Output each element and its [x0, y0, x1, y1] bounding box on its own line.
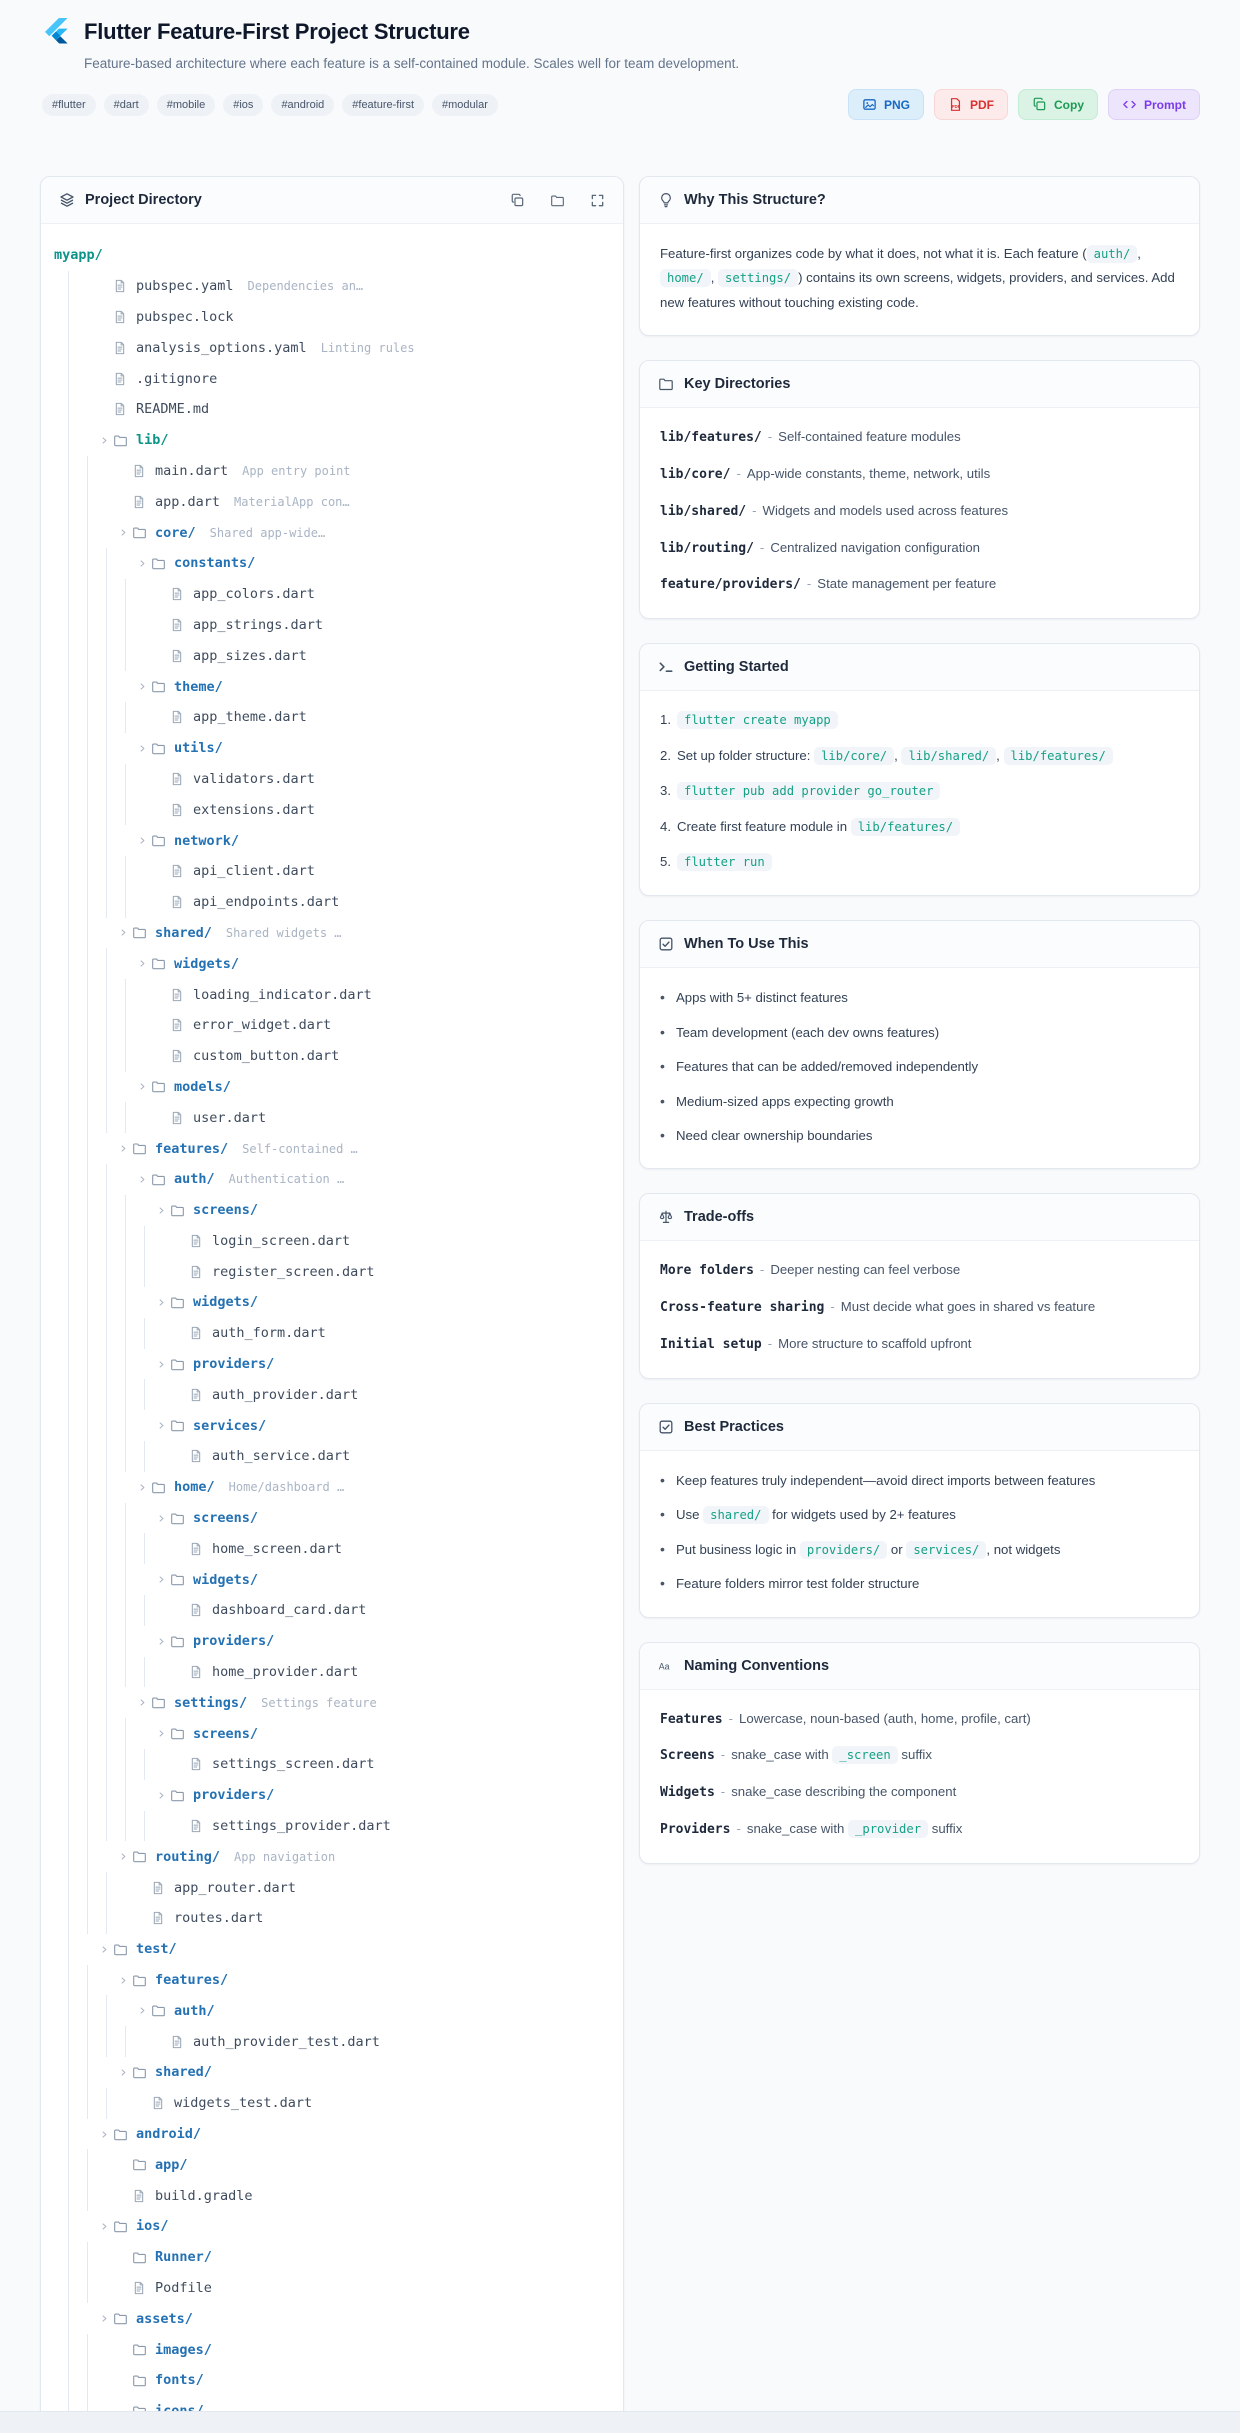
chevron-right-icon [138, 836, 151, 845]
pdf-button[interactable]: PDF PDF [934, 89, 1008, 120]
page-title: Flutter Feature-First Project Structure [84, 19, 470, 44]
folder-icon [170, 1572, 186, 1587]
folder-icon [132, 925, 148, 940]
tree-row-folder[interactable]: auth/ [138, 1995, 607, 2026]
tag: #feature-first [342, 94, 424, 116]
tree-row-file: auth_form.dart [176, 1318, 607, 1349]
panel-naming-conventions-body [640, 1690, 1199, 1863]
tree-row-file: app.dart MaterialApp con… [119, 486, 607, 517]
panel-title: Why This Structure? [684, 192, 826, 208]
panel-title: Naming Conventions [684, 1657, 830, 1674]
panel-trade-offs-body [640, 1241, 1199, 1377]
code-chip: _screen [832, 1746, 897, 1764]
folder-icon [151, 2003, 167, 2018]
chevron-right-icon [119, 1852, 132, 1861]
chevron-right-icon [119, 1144, 132, 1153]
panel-getting-started [639, 643, 1200, 896]
tree-row-folder[interactable]: settings/ Settings feature [138, 1687, 607, 1718]
tag: #modular [432, 94, 498, 116]
tree-row-folder[interactable]: widgets/ [157, 1564, 607, 1595]
panel-when-to-use-header [640, 921, 1199, 968]
definition-row: Screens - snake_case with _screen suffix [660, 1747, 932, 1764]
tree-row-file: extensions.dart [157, 794, 607, 825]
folder-icon [151, 1079, 167, 1094]
panel-trade-offs [639, 1193, 1200, 1378]
layers-icon [59, 192, 75, 208]
tree-row-file: app_theme.dart [157, 702, 607, 733]
tree-comment: Home/dashboard … [228, 1480, 345, 1495]
chevron-right-icon [100, 436, 113, 445]
file-icon [132, 2281, 148, 2295]
folder-icon [151, 679, 167, 694]
panel-when-to-use-body [640, 968, 1199, 1168]
chevron-right-icon [157, 1514, 170, 1523]
definition-row: Cross-feature sharing - Must decide what goes in shared vs feature [660, 1299, 1096, 1316]
tree-row-file: Podfile [119, 2273, 607, 2304]
code-chip: home/ [660, 269, 711, 287]
panel-best-practices [639, 1403, 1200, 1618]
chevron-right-icon [100, 1945, 113, 1954]
panel-title: Getting Started [684, 659, 789, 676]
tree-row-folder[interactable]: routing/ App navigation [119, 1841, 607, 1872]
panel-key-directories-body [640, 408, 1199, 618]
file-icon [189, 1326, 205, 1340]
chevron-right-icon [100, 2314, 113, 2323]
file-icon [189, 1542, 205, 1556]
chevron-right-icon [119, 528, 132, 537]
chevron-right-icon [119, 2068, 132, 2077]
tag: #dart [104, 94, 149, 116]
tree-row-file: widgets_test.dart [138, 2088, 607, 2119]
code-chip: flutter run [677, 853, 772, 871]
tree-row-folder[interactable]: utils/ [138, 733, 607, 764]
file-icon [113, 372, 129, 386]
tag: #flutter [42, 94, 96, 116]
tree-row-folder[interactable]: widgets/ [157, 1287, 607, 1318]
code-chip: lib/features/ [851, 818, 960, 836]
folder-icon [658, 376, 674, 392]
tree-row-file: routes.dart [138, 1903, 607, 1934]
tree-row-file: api_client.dart [157, 856, 607, 887]
tag-list [42, 94, 498, 116]
file-icon [189, 1665, 205, 1679]
tree-row-file: settings_screen.dart [176, 1749, 607, 1780]
tree-comment: Settings feature [261, 1695, 377, 1710]
panel-why-this-structure-header [640, 177, 1199, 224]
folder-icon [113, 2127, 129, 2142]
file-icon [170, 864, 186, 878]
file-icon [170, 2035, 186, 2049]
chevron-right-icon [157, 1298, 170, 1307]
step-row: 5. flutter run [660, 851, 1179, 873]
tree-row-file: README.md [100, 394, 607, 425]
folder-icon [170, 1511, 186, 1526]
file-icon [132, 464, 148, 478]
svg-text:PDF: PDF [951, 104, 961, 110]
file-icon [170, 710, 186, 724]
panel-title: When To Use This [684, 936, 809, 953]
file-icon [151, 2096, 167, 2110]
panel-getting-started-header [640, 644, 1199, 691]
tree-row-file: auth_provider_test.dart [157, 2026, 607, 2057]
step-row: 2. Set up folder structure: lib/core/ , lib/shared/ , lib/features/ [660, 745, 1179, 767]
tree-row-folder[interactable]: widgets/ [138, 948, 607, 979]
tree-row-folder[interactable]: screens/ [157, 1195, 607, 1226]
tree-row-file: app_router.dart [138, 1872, 607, 1903]
folder-icon [151, 556, 167, 571]
file-icon [189, 1757, 205, 1771]
tree-comment: Dependencies an… [247, 279, 364, 294]
project-directory-title: Project Directory [85, 192, 202, 208]
bullet-row: • Keep features truly independent—avoid direct imports between features [660, 1471, 1096, 1488]
panel-title: Trade-offs [684, 1209, 755, 1226]
project-directory-panel [40, 176, 624, 2433]
code-chip: lib/features/ [1004, 747, 1113, 765]
folder-icon [132, 2250, 148, 2265]
tree-row-folder[interactable]: providers/ [157, 1349, 607, 1380]
definition-row: More folders - Deeper nesting can feel verbose [660, 1262, 961, 1279]
file-icon [170, 1049, 186, 1063]
tree-row-file: auth_service.dart [176, 1441, 607, 1472]
tree-row-file: register_screen.dart [176, 1256, 607, 1287]
tree-row-folder[interactable]: app/ [119, 2149, 607, 2180]
panel-best-practices-body [640, 1451, 1199, 1617]
tree-row-folder[interactable]: shared/ Shared widgets … [119, 918, 607, 949]
tree-row-folder[interactable]: core/ Shared app-wide… [119, 517, 607, 548]
tree-row-folder[interactable]: auth/ Authentication … [138, 1164, 607, 1195]
export-actions [848, 89, 1200, 120]
tree-row-folder[interactable]: constants/ [138, 548, 607, 579]
tree-row-folder[interactable]: screens/ [157, 1503, 607, 1534]
tree-row-file: pubspec.lock [100, 302, 607, 333]
flutter-logo-icon [40, 16, 72, 48]
panel-when-to-use [639, 920, 1200, 1169]
bullet-row: • Medium-sized apps expecting growth [660, 1092, 894, 1109]
chevron-right-icon [138, 1698, 151, 1707]
tree-row-file: user.dart [157, 1102, 607, 1133]
folder-icon [113, 1942, 129, 1957]
file-icon [189, 1388, 205, 1402]
step-row: 3. flutter pub add provider go_router [660, 780, 1179, 802]
bullet-row: • Features that can be added/removed independently [660, 1058, 979, 1075]
chevron-right-icon [100, 2222, 113, 2231]
panel-why-this-structure-body [640, 224, 1199, 335]
tree-row-folder[interactable]: assets/ [100, 2303, 607, 2334]
chevron-right-icon [138, 744, 151, 753]
folder-icon [170, 1203, 186, 1218]
tree-row-file: api_endpoints.dart [157, 887, 607, 918]
terminal-icon [658, 659, 674, 675]
folder-icon [170, 1418, 186, 1433]
folder-icon [113, 433, 129, 448]
tree-row-folder[interactable]: screens/ [157, 1718, 607, 1749]
chevron-right-icon [119, 928, 132, 937]
file-icon [113, 310, 129, 324]
tree-toolbar [510, 193, 605, 208]
folder-icon [170, 1295, 186, 1310]
tree-row-folder[interactable]: android/ [100, 2119, 607, 2150]
folder-icon [151, 1480, 167, 1495]
png-button[interactable]: PNG [848, 89, 924, 120]
step-row: 1. flutter create myapp [660, 709, 1179, 731]
tree-row-root: myapp/ [54, 247, 103, 264]
tree-row-folder[interactable]: theme/ [138, 671, 607, 702]
code-chip: lib/core/ [814, 747, 894, 765]
tag: #ios [223, 94, 263, 116]
tree-row-file: app_colors.dart [157, 579, 607, 610]
chevron-right-icon [119, 1976, 132, 1985]
code-chip: flutter create myapp [677, 711, 838, 729]
chevron-right-icon [157, 1729, 170, 1738]
file-icon [151, 1881, 167, 1895]
tree-row-file: analysis_options.yaml Linting rules [100, 332, 607, 363]
folder-icon [151, 1695, 167, 1710]
folder-icon [132, 1973, 148, 1988]
panel-best-practices-header [640, 1404, 1199, 1451]
tree-row-file: custom_button.dart [157, 1041, 607, 1072]
tree-comment: App navigation [234, 1849, 336, 1864]
footer-band [0, 2411, 1240, 2433]
file-icon [170, 895, 186, 909]
definition-row: lib/shared/ - Widgets and models used across features [660, 502, 1009, 519]
folder-icon [132, 2157, 148, 2172]
folder-icon [151, 741, 167, 756]
copy-tree-button[interactable] [510, 193, 525, 208]
svg-text:Aa: Aa [658, 1661, 670, 1672]
tree-row-folder[interactable]: network/ [138, 825, 607, 856]
file-icon [170, 803, 186, 817]
tree-row-folder[interactable]: providers/ [157, 1780, 607, 1811]
file-icon [189, 1234, 205, 1248]
lightbulb-icon [658, 192, 674, 208]
file-icon [113, 341, 129, 355]
tree-row-file: app_strings.dart [157, 610, 607, 641]
tree-comment: Shared app-wide… [209, 525, 326, 540]
panel-getting-started-body [640, 691, 1199, 895]
tree-row-folder[interactable]: home/ Home/dashboard … [138, 1472, 607, 1503]
file-icon [113, 279, 129, 293]
file-icon [170, 1018, 186, 1032]
file-icon [170, 988, 186, 1002]
panel-trade-offs-header [640, 1194, 1199, 1241]
file-icon [132, 2189, 148, 2203]
definition-row: Features - Lowercase, noun-based (auth, home, profile, cart) [660, 1710, 1031, 1727]
tag: #mobile [157, 94, 216, 116]
chevron-right-icon [138, 959, 151, 968]
tree-row-folder[interactable]: test/ [100, 1934, 607, 1965]
text-case-icon [658, 1658, 674, 1674]
bullet-row: • Feature folders mirror test folder structure [660, 1575, 920, 1592]
tree-comment: Shared widgets … [225, 925, 342, 940]
chevron-right-icon [157, 1206, 170, 1215]
chevron-right-icon [138, 1175, 151, 1184]
folder-icon [170, 1634, 186, 1649]
tree-row-file: main.dart App entry point [119, 456, 607, 487]
folder-icon [132, 2065, 148, 2080]
bullet-row: • Apps with 5+ distinct features [660, 989, 848, 1006]
chevron-right-icon [157, 1360, 170, 1369]
tree-row-file: settings_provider.dart [176, 1811, 607, 1842]
tree-row-folder[interactable]: images/ [119, 2334, 607, 2365]
folder-icon [170, 1726, 186, 1741]
definition-row: Initial setup - More structure to scaffold upfront [660, 1335, 972, 1352]
tree-row-file: home_provider.dart [176, 1657, 607, 1688]
definition-row: lib/core/ - App-wide constants, theme, network, utils [660, 466, 991, 483]
folder-icon [113, 2219, 129, 2234]
bullet-row: • Put business logic in providers/ or services/ , not widgets [660, 1540, 1061, 1557]
folder-icon [132, 2342, 148, 2357]
definition-row: lib/routing/ - Centralized navigation configuration [660, 539, 980, 556]
tree-row-file: loading_indicator.dart [157, 979, 607, 1010]
tree-row-file: app_sizes.dart [157, 640, 607, 671]
code-chip: services/ [906, 1541, 986, 1559]
panel-title: Best Practices [684, 1418, 784, 1435]
tag: #android [271, 94, 334, 116]
file-icon [170, 772, 186, 786]
file-icon [132, 495, 148, 509]
chevron-right-icon [138, 559, 151, 568]
panel-key-directories-header [640, 361, 1199, 408]
folder-icon [132, 1849, 148, 1864]
panel-key-directories [639, 360, 1200, 619]
folder-icon [132, 1141, 148, 1156]
step-row: 4. Create first feature module in lib/features/ [660, 816, 1179, 838]
bullet-row: • Need clear ownership boundaries [660, 1127, 873, 1143]
tree-row-folder[interactable]: shared/ [119, 2057, 607, 2088]
file-icon [113, 402, 129, 416]
folder-icon [151, 833, 167, 848]
file-icon [189, 1819, 205, 1833]
code-chip: _provider [848, 1820, 928, 1838]
file-icon [151, 1911, 167, 1925]
folder-icon [113, 2311, 129, 2326]
folder-icon [151, 956, 167, 971]
check-square-icon [658, 936, 674, 952]
panel-title: Key Directories [684, 376, 791, 393]
folder-icon [170, 1357, 186, 1372]
scales-icon [658, 1209, 674, 1225]
info-column [639, 176, 1200, 1888]
tree-comment: Linting rules [320, 340, 415, 355]
folder-icon [132, 2373, 148, 2388]
folder-icon [170, 1788, 186, 1803]
tree-row-file: error_widget.dart [157, 1010, 607, 1041]
file-icon [170, 587, 186, 601]
tree-row-folder[interactable]: Runner/ [119, 2242, 607, 2273]
tree-row-folder[interactable]: features/ Self-contained … [119, 1133, 607, 1164]
code-chip: shared/ [703, 1506, 768, 1524]
definition-row: Providers - snake_case with _provider suffix [660, 1820, 963, 1837]
copy-button[interactable]: Copy [1018, 89, 1098, 120]
chevron-right-icon [138, 682, 151, 691]
chevron-right-icon [138, 1082, 151, 1091]
chevron-right-icon [157, 1575, 170, 1584]
code-chip: lib/shared/ [901, 747, 996, 765]
file-icon [189, 1265, 205, 1279]
page-subtitle: Feature-based architecture where each feature is a self-contained module. Scales well for team development. [84, 56, 740, 71]
project-directory-header [41, 177, 623, 224]
code-icon [1122, 97, 1137, 112]
definition-row: lib/features/ - Self-contained feature modules [660, 429, 961, 446]
chevron-right-icon [157, 1637, 170, 1646]
bullet-row: • Use shared/ for widgets used by 2+ features [660, 1506, 956, 1523]
tree-row-file: pubspec.yaml Dependencies an… [100, 271, 607, 302]
tree-comment: App entry point [242, 463, 351, 478]
image-icon [862, 97, 877, 112]
check-square-icon [658, 1419, 674, 1435]
file-icon [189, 1449, 205, 1463]
code-chip: providers/ [800, 1541, 887, 1559]
prompt-button[interactable]: Prompt [1108, 89, 1200, 120]
pdf-icon [948, 97, 963, 112]
page-header [40, 16, 1200, 48]
file-icon [189, 1603, 205, 1617]
tree-comment: Self-contained … [242, 1141, 358, 1156]
file-icon [170, 618, 186, 632]
tree-row-folder[interactable]: ios/ [100, 2211, 607, 2242]
code-chip: auth/ [1087, 245, 1138, 263]
definition-row: Widgets - snake_case describing the component [660, 1784, 957, 1801]
folder-icon [132, 525, 148, 540]
fullscreen-button[interactable] [590, 193, 605, 208]
chevron-right-icon [100, 2130, 113, 2139]
tree-row-file: auth_provider.dart [176, 1379, 607, 1410]
chevron-right-icon [138, 2006, 151, 2015]
tree-row-file: build.gradle [119, 2180, 607, 2211]
chevron-right-icon [138, 1483, 151, 1492]
tree-row-folder[interactable]: models/ [138, 1072, 607, 1103]
tree-row-file: .gitignore [100, 363, 607, 394]
panel-why-this-structure [639, 176, 1200, 336]
tree-comment: Authentication … [228, 1172, 345, 1187]
chevron-right-icon [157, 1421, 170, 1430]
code-chip: flutter pub add provider go_router [677, 782, 940, 800]
panel-text: Feature-first organizes code by what it does, not what it is. Each feature ( auth/ , home/ , settings/ ) contains its own screens, widgets, providers, and services. Add new features without touching existing code. [660, 246, 1175, 310]
panel-naming-conventions [639, 1642, 1200, 1864]
tree-row-folder[interactable]: services/ [157, 1410, 607, 1441]
code-chip: settings/ [718, 269, 798, 287]
tree-row-folder[interactable]: lib/ [100, 425, 607, 456]
bullet-row: • Team development (each dev owns features) [660, 1023, 940, 1040]
tree-row-file: home_screen.dart [176, 1533, 607, 1564]
file-tree [41, 224, 623, 2433]
folder-icon [151, 1172, 167, 1187]
tree-row-file: validators.dart [157, 764, 607, 795]
panel-naming-conventions-header [640, 1643, 1199, 1690]
copy-icon [1032, 97, 1047, 112]
tree-row-file: dashboard_card.dart [176, 1595, 607, 1626]
meta-row [42, 89, 1200, 120]
tree-row-folder[interactable]: providers/ [157, 1626, 607, 1657]
collapse-folders-button[interactable] [550, 193, 565, 208]
tree-row-folder[interactable]: features/ [119, 1965, 607, 1996]
chevron-right-icon [157, 1791, 170, 1800]
tree-row-folder[interactable]: fonts/ [119, 2365, 607, 2396]
tree-comment: MaterialApp con… [234, 494, 350, 509]
definition-row: feature/providers/ - State management per feature [660, 576, 997, 593]
file-icon [170, 649, 186, 663]
file-icon [170, 1111, 186, 1125]
tree-row-file: login_screen.dart [176, 1226, 607, 1257]
content-columns [40, 176, 1200, 2433]
